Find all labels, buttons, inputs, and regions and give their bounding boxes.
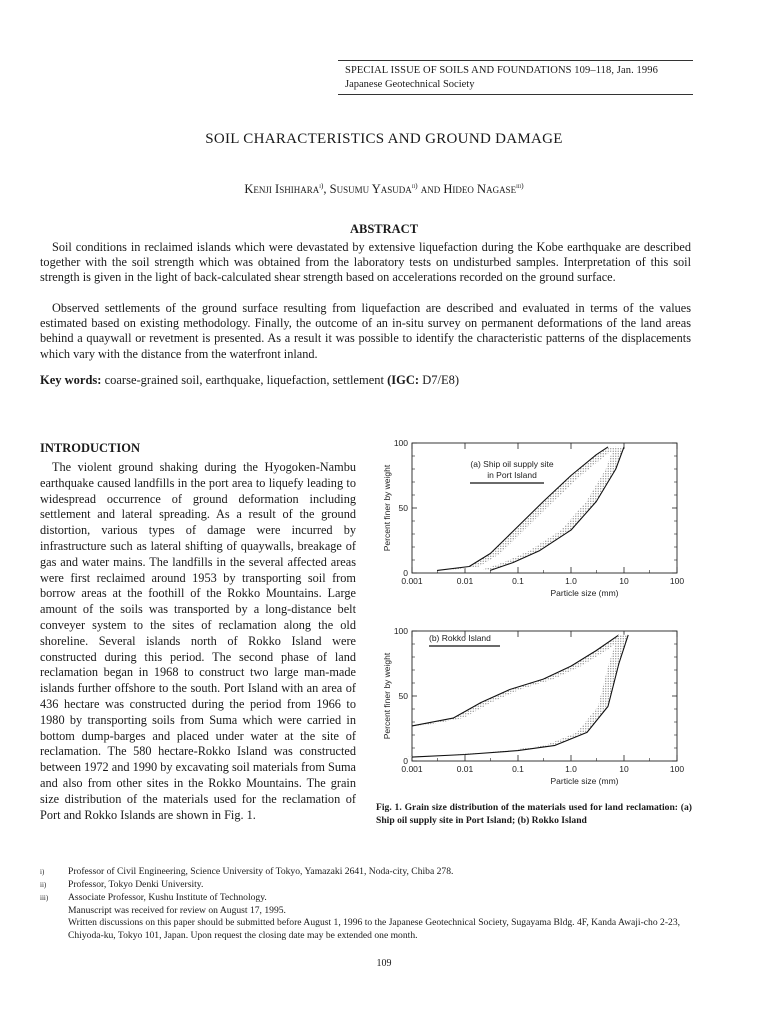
- author-affiliation-mark: iii): [516, 181, 524, 190]
- x-tick-label: 0.001: [401, 764, 423, 774]
- chart-title: (a) Ship oil supply site: [470, 459, 554, 469]
- footnote-text: Manuscript was received for review on August 17, 1995.: [68, 905, 286, 916]
- x-tick-label: 0.01: [456, 576, 474, 586]
- y-tick-label: 50: [398, 503, 408, 513]
- x-tick-label: 1.0: [565, 764, 577, 774]
- abstract-heading: ABSTRACT: [349, 222, 419, 236]
- y-tick-label: 100: [393, 438, 408, 448]
- y-tick-label: 100: [393, 626, 408, 636]
- footnote-text: Professor, Tokyo Denki University.: [68, 879, 204, 890]
- author-name: Susumu Yasuda: [329, 182, 412, 197]
- author-affiliation-mark: i): [319, 181, 324, 190]
- chart-title: (b) Rokko Island: [429, 633, 491, 643]
- x-tick-label: 1.0: [565, 576, 577, 586]
- footnote-mark: iii): [40, 894, 49, 902]
- figure-1: [372, 430, 692, 800]
- x-tick-label: 100: [669, 576, 685, 586]
- keywords: [40, 373, 459, 388]
- footnote-mark: ii): [40, 881, 47, 889]
- y-tick-label: 50: [398, 691, 408, 701]
- footnote-text: Professor of Civil Engineering, Science University of Tokyo, Yamazaki 2641, Noda-city, Chiba 278.: [68, 866, 454, 877]
- y-tick-label: 0: [403, 568, 408, 578]
- footnote-text: Written discussions on this paper should be submitted before August 1, 1996 to the Japanese Geotechnical Society, Sugayama Bldg. 4F, Kanda Awaji-cho 2-23, Chiyoda-ku, Tokyo 101, Japan. Upon request the closing date may be extended one month.: [68, 917, 681, 941]
- author-affiliation-mark: ii): [411, 181, 418, 190]
- x-tick-label: 0.1: [512, 764, 524, 774]
- introduction-heading: INTRODUCTION: [40, 441, 141, 455]
- igc-value: D7/E8): [419, 373, 459, 387]
- grain-size-charts: [372, 430, 692, 800]
- footnote-text: Associate Professor, Kushu Institute of Technology.: [68, 892, 267, 903]
- x-tick-label: 0.1: [512, 576, 524, 586]
- introduction-text: The violent ground shaking during the Hyogoken-Nambu earthquake caused landfills in the port area to liquefy leading to widespread occurrence of ground deformation including settlement and lateral spreading. As a result of the ground distortion, various types of damage were incurred by infrastructure such as lateral shifting of quaywalls, breakage of gas and water mains. The landfills in the several affected areas were first reclaimed around 1953 by transporting soil from borrow areas at the foothill of the Rokko Mountains. Large amount of the soils was transported by a long-distance belt conveyer system to the sites of reclamation along the old shoreline. Several islands north of Rokko Island were constructed during this period. The second phase of land reclamation began in 1968 to construct two large man-made islands further offshore to the south. Port Island with an area of 436 hectare was constructed during the period from 1966 to 1980 by transporting soils from Suma which were carried in bottom dump-barges and placed under water at the site of reclamation. The 580 hectare-Rokko Island was constructed between 1972 and 1990 by excavating soil materials from Suma and also from other sites in the Rokko Mountains. The grain size distribution of the materials used for the reclamation of Port and Rokko Islands are shown in Fig. 1.: [40, 460, 356, 822]
- y-axis-label: Percent finer by weight: [382, 652, 392, 740]
- x-tick-label: 0.001: [401, 576, 423, 586]
- x-axis-label: Particle size (mm): [550, 776, 619, 786]
- author-separator: ,: [323, 182, 330, 197]
- society-name: Japanese Geotechnical Society: [345, 79, 475, 90]
- chart-b: [382, 626, 684, 786]
- chart-title: in Port Island: [487, 470, 537, 480]
- igc-label: (IGC:: [387, 373, 420, 387]
- journal-line: SPECIAL ISSUE OF SOILS AND FOUNDATIONS 109–118, Jan. 1996: [345, 65, 658, 76]
- author-list: [0, 181, 768, 197]
- chart-a: [382, 438, 684, 598]
- page-number: 109: [376, 958, 392, 969]
- x-axis-label: Particle size (mm): [550, 588, 619, 598]
- figure-caption: Fig. 1. Grain size distribution of the materials used for land reclamation: (a) Ship oil supply site in Port Island; (b) Rokko Island: [376, 802, 692, 826]
- y-axis-label: Percent finer by weight: [382, 464, 392, 552]
- x-tick-label: 10: [619, 764, 629, 774]
- author-name: Kenji Ishihara: [244, 182, 320, 197]
- header-rule-top: [338, 60, 693, 61]
- y-tick-label: 0: [403, 756, 408, 766]
- x-tick-label: 0.01: [456, 764, 474, 774]
- keywords-label: Key words:: [40, 373, 102, 387]
- plot-frame: [412, 631, 677, 761]
- author-name: Hideo Nagase: [443, 182, 517, 197]
- x-tick-label: 100: [669, 764, 685, 774]
- author-separator: and: [417, 182, 444, 197]
- header-rule-bottom: [338, 94, 693, 95]
- paper-title: SOIL CHARACTERISTICS AND GROUND DAMAGE: [205, 131, 563, 147]
- series-line: [412, 635, 619, 726]
- keywords-text: coarse-grained soil, earthquake, liquefaction, settlement: [101, 373, 388, 387]
- abstract-paragraph-1: Soil conditions in reclaimed islands which were devastated by extensive liquefaction during the Kobe earthquake are described together with the soil strength which was obtained from the laboratory tests on undisturbed samples. Interpretation of this soil strength is given in the light of back-calculated shear strength based on accelerations recorded on the ground surface.: [40, 240, 691, 285]
- abstract-paragraph-2: Observed settlements of the ground surface resulting from liquefaction are described and evaluated in terms of the values estimated based on existing methodology. Finally, the outcome of an in-situ survey on permanent deformations of the land areas behind a quaywall or revetment is presented. As a result it was possible to identify the characteristic patterns of the displacements which vary with the distance from the waterfront inland.: [40, 301, 691, 361]
- x-tick-label: 10: [619, 576, 629, 586]
- footnote-mark: i): [40, 868, 45, 876]
